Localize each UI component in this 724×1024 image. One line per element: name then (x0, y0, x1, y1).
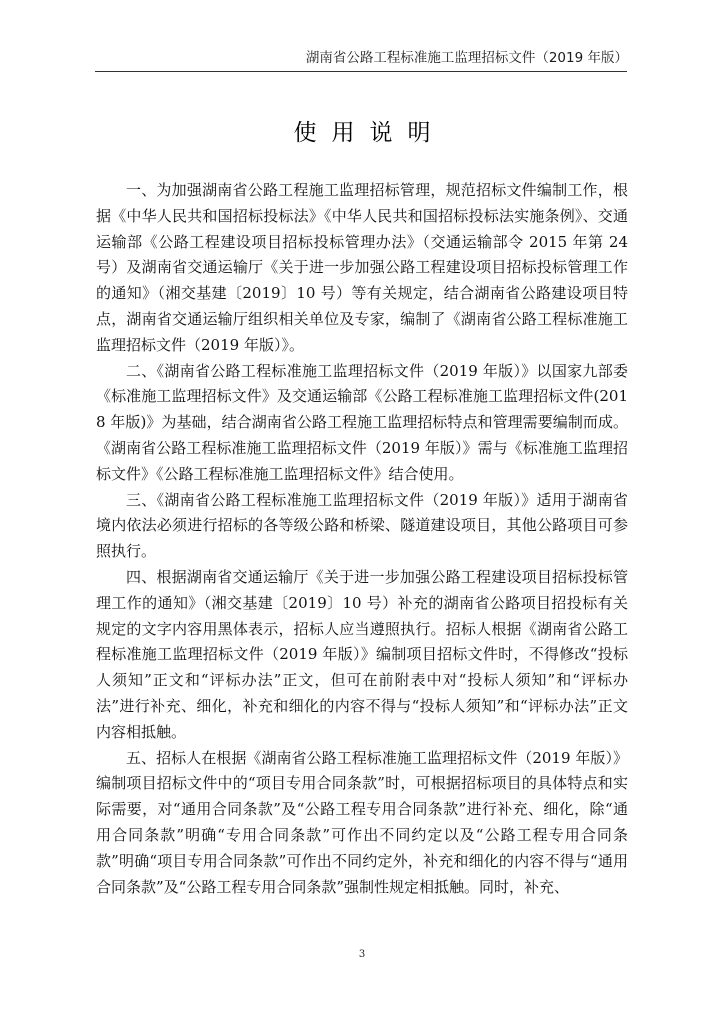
page-title: 使用说明 (293, 120, 446, 146)
paragraph-3: 三、《湖南省公路工程标准施工监理招标文件（2019 年版）》适用于湖南省境内依法必须进行招标的各等级公路和桥梁、隧道建设项目，其他公路项目可参照执行。 (96, 490, 628, 561)
document-body (96, 178, 628, 900)
paragraph-4: 四、根据湖南省交通运输厅《关于进一步加强公路工程建设项目招标投标管理工作的通知》（湘交基建〔2019〕10 号）补充的湖南省公路项目招投标有关规定的文字内容用黑体表示，招标人应当遵照执行。招标人根据《湖南省公路工程标准施工监理招标文件（2019 年版）》编制项目招标文件时，不得修改“投标人须知”正文和“评标办法”正文，但可在前附表中对“投标人须知”和“评标办法”进行补充、细化，补充和细化的内容不得与“投标人须知”和“评标办法”正文内容相抵触。 (96, 567, 628, 741)
paragraph-2: 二、《湖南省公路工程标准施工监理招标文件（2019 年版）》以国家九部委《标准施工监理招标文件》及交通运输部《公路工程标准施工监理招标文件(2018 年版)》为基础，结合湖南省公路工程施工监理招标特点和管理需要编制而成。《湖南省公路工程标准施工监理招标文件（2019 年版）》需与《标准施工监理招标文件》《公路工程标准施工监理招标文件》结合使用。 (96, 361, 628, 483)
page-number: 3 (358, 949, 366, 960)
header-divider (95, 71, 627, 72)
paragraph-5: 五、招标人在根据《湖南省公路工程标准施工监理招标文件（2019 年版）》编制项目招标文件中的“项目专用合同条款”时，可根据招标项目的具体特点和实际需要，对“通用合同条款”及“公路工程专用合同条款”进行补充、细化，除“通用合同条款”明确“专用合同条款”可作出不同约定以及“公路工程专用合同条款”明确“项目专用合同条款”可作出不同约定外，补充和细化的内容不得与“通用合同条款”及“公路工程专用合同条款”强制性规定相抵触。同时，补充、 (96, 748, 628, 896)
running-header: 湖南省公路工程标准施工监理招标文件（2019 年版） (305, 50, 628, 66)
paragraph-1: 一、为加强湖南省公路工程施工监理招标管理，规范招标文件编制工作，根据《中华人民共和国招标投标法》《中华人民共和国招标投标法实施条例》、交通运输部《公路工程建设项目招标投标管理办法》（交通运输部令 2015 年第 24 号）及湖南省交通运输厅《关于进一步加强公路工程建设项目招标投标管理工作的通知》（湘交基建〔2019〕10 号）等有关规定，结合湖南省公路建设项目特点，湖南省交通运输厅组织相关单位及专家，编制了《湖南省公路工程标准施工监理招标文件（2019 年版）》。 (96, 181, 628, 354)
